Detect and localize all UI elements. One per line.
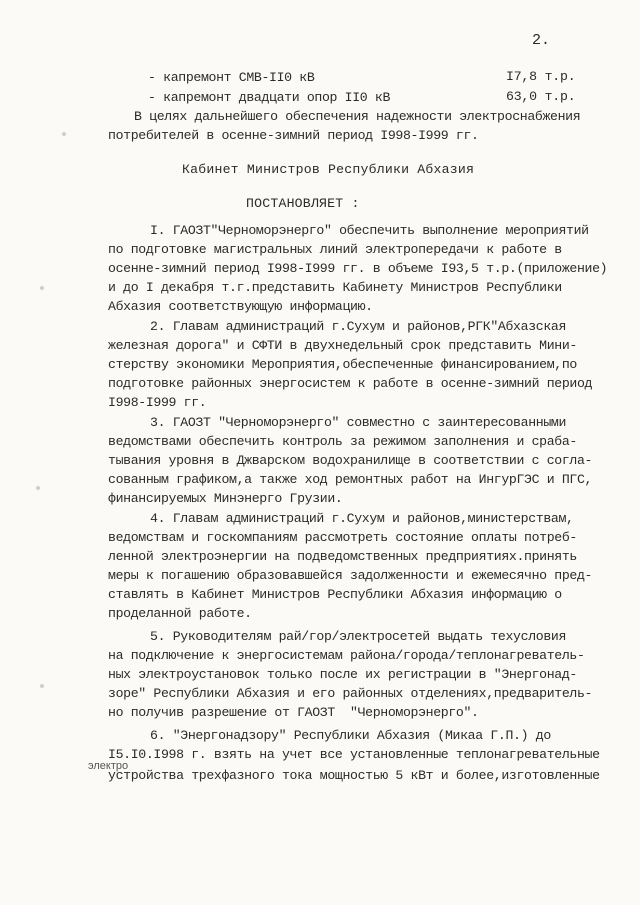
text-line: ведомствами обеспечить контроль за режимом заполнения и сраба- xyxy=(108,434,577,449)
text-line: по подготовке магистральных линий электропередачи к работе в xyxy=(108,242,562,257)
text-line: осенне-зимний период I998-I999 гг. в объеме I93,5 т.р.(приложение) xyxy=(108,261,608,276)
text-line: Абхазия соответствующую информацию. xyxy=(108,299,373,314)
text-line: тывания уровня в Джварском водохранилище в соответствии с согла- xyxy=(108,453,593,468)
scan-speck xyxy=(62,132,66,136)
text-line: проделанной работе. xyxy=(108,606,252,621)
text-line: подготовке районных энергосистем к работе в осенне-зимний период xyxy=(108,376,593,391)
item-line: - капремонт двадцати опор II0 кВ xyxy=(148,90,391,105)
text-line: 5. Руководителям рай/гор/электросетей выдать техусловия xyxy=(150,629,567,644)
scan-speck xyxy=(36,486,40,490)
issuer-line: Кабинет Министров Республики Абхазия xyxy=(182,162,475,177)
text-line: зоре" Республики Абхазия и его районных отделениях,предваритель- xyxy=(108,686,593,701)
text-line: ленной электроэнергии на подведомственных предприятиях.принять xyxy=(108,549,577,564)
text-line: стерству экономики Мероприятия,обеспеченные финансированием,по xyxy=(108,357,577,372)
text-line: железная дорога" и СФТИ в двухнедельный срок представить Мини- xyxy=(108,338,577,353)
text-line: на подключение к энергосистемам района/города/теплонагреватель- xyxy=(108,648,585,663)
text-line: В целях дальнейшего обеспечения надежности электроснабжения xyxy=(134,109,581,124)
text-line: но получив разрешение от ГАОЗТ "Черноморэнерго". xyxy=(108,705,479,720)
text-line: сованным графиком,а также ход ремонтных работ на ИнгурГЭС и ПГС, xyxy=(108,472,593,487)
text-line: 2. Главам администраций г.Сухум и районов,РГК"Абхазская xyxy=(150,319,567,334)
item-amount: I7,8 т.р. xyxy=(506,69,576,84)
text-line: и до I декабря т.г.представить Кабинету Министров Республики xyxy=(108,280,562,295)
item-line: - капремонт СМВ-II0 кВ xyxy=(148,70,315,85)
scan-speck xyxy=(40,286,44,290)
text-line: I. ГАОЗТ"Черноморэнерго" обеспечить выполнение мероприятий xyxy=(150,223,589,238)
text-line: потребителей в осенне-зимний период I998-I999 гг. xyxy=(108,128,479,143)
page-number: 2. xyxy=(532,32,551,49)
text-line: меры к погашению образовавшейся задолженности и ежемесячно пред- xyxy=(108,568,593,583)
text-line: устройства трехфазного тока мощностью 5 кВт и более,изготовленные xyxy=(108,768,600,783)
scan-speck xyxy=(40,684,44,688)
text-line: 6. "Энергонадзору" Республики Абхазия (Микаа Г.П.) до xyxy=(150,728,551,743)
item-amount: 63,0 т.р. xyxy=(506,89,576,104)
text-line: ставлять в Кабинет Министров Республики Абхазия информацию о xyxy=(108,587,562,602)
text-line: I5.I0.I998 г. взять на учет все установленные теплонагревательные xyxy=(108,747,600,762)
decree-heading: ПОСТАНОВЛЯЕТ : xyxy=(246,196,360,211)
text-line: 4. Главам администраций г.Сухум и районов,министерствам, xyxy=(150,511,574,526)
text-line: ведомствам и госкомпаниям рассмотреть состояние оплаты потреб- xyxy=(108,530,577,545)
text-line: 3. ГАОЗТ "Черноморэнерго" совместно с заинтересованными xyxy=(150,415,567,430)
text-line: ных электроустановок только после их регистрации в "Энергонад- xyxy=(108,667,577,682)
handwritten-insert: электро xyxy=(88,760,129,772)
text-line: I998-I999 гг. xyxy=(108,395,207,410)
text-line: финансируемых Минэнерго Грузии. xyxy=(108,491,343,506)
